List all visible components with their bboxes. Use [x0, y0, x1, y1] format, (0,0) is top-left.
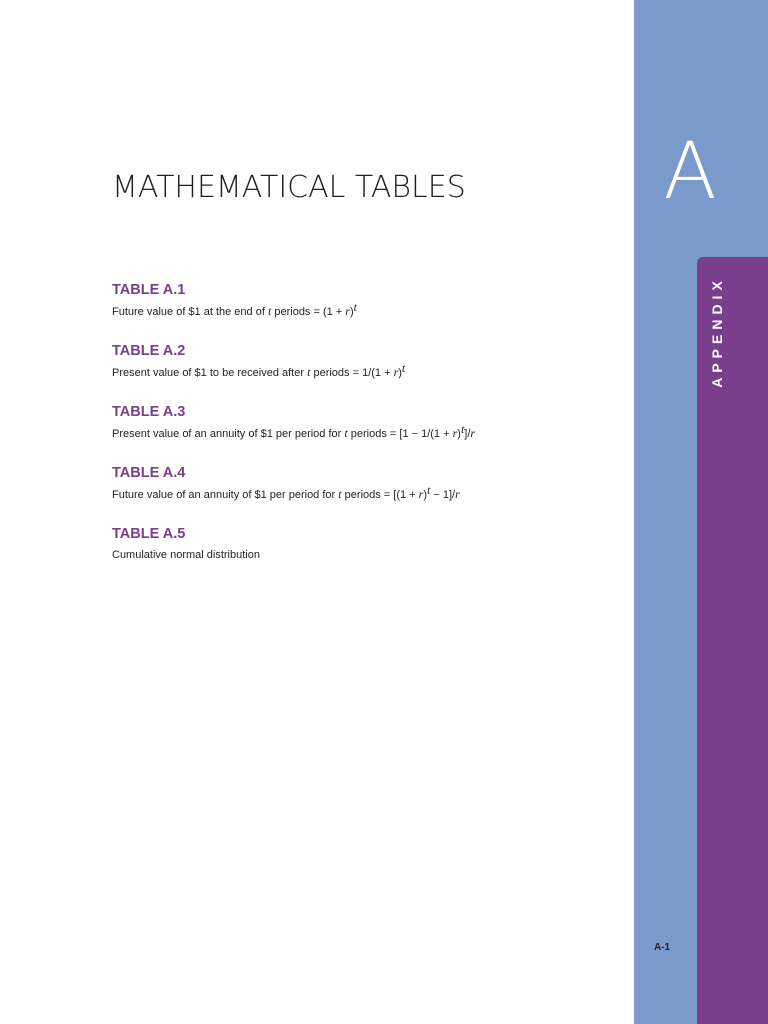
- desc-text: Cumulative normal distribution: [112, 549, 260, 561]
- table-entry-a3: [112, 403, 612, 464]
- page-number: A-1: [654, 942, 671, 953]
- desc-text: Present value of $1 to be received after: [112, 367, 308, 379]
- desc-text: Future value of an annuity of $1 per period for: [112, 489, 339, 501]
- exponent-t: t: [427, 483, 431, 497]
- var-r: r: [418, 487, 424, 501]
- page-title: MATHEMATICAL TABLES: [112, 170, 466, 205]
- exponent-t: t: [353, 300, 357, 314]
- table-heading: TABLE A.4: [112, 465, 186, 481]
- desc-text: periods = (1 +: [271, 306, 346, 318]
- var-r: r: [470, 426, 476, 440]
- table-heading: TABLE A.3: [112, 404, 186, 420]
- var-t: t: [338, 487, 342, 501]
- table-description: [112, 483, 612, 502]
- desc-text: ): [457, 428, 461, 440]
- var-t: t: [307, 365, 311, 379]
- table-entry-a4: [112, 464, 612, 525]
- var-r: r: [345, 304, 350, 318]
- desc-text: Present value of an annuity of $1 per period for: [112, 428, 345, 440]
- desc-text: periods = 1/(1 +: [310, 367, 394, 379]
- desc-text: ): [398, 367, 402, 379]
- var-r: r: [455, 487, 460, 501]
- table-description: [112, 361, 612, 380]
- exponent-t: t: [401, 361, 406, 375]
- table-entry-a2: [112, 342, 612, 403]
- table-description: [112, 548, 612, 562]
- var-r: r: [393, 365, 399, 379]
- desc-text: ): [349, 306, 354, 318]
- appendix-letter: A: [663, 127, 717, 217]
- table-entry-a1: [112, 281, 612, 342]
- desc-text: periods = [(1 +: [341, 489, 419, 501]
- table-heading: TABLE A.5: [112, 526, 186, 542]
- desc-text: Future value of $1 at the end of: [112, 306, 268, 318]
- var-t: t: [344, 426, 348, 440]
- var-t: t: [267, 304, 272, 318]
- exponent-t: t: [460, 422, 465, 436]
- table-description: [112, 300, 612, 319]
- appendix-label-container: [697, 262, 737, 402]
- desc-text: ]/: [464, 428, 471, 440]
- table-heading: TABLE A.1: [112, 282, 186, 298]
- desc-text: periods = [1 − 1/(1 +: [347, 428, 453, 440]
- table-description: [112, 422, 612, 441]
- desc-text: ): [423, 489, 427, 501]
- table-heading: TABLE A.2: [112, 343, 186, 359]
- desc-text: − 1]/: [430, 489, 456, 501]
- table-list: [112, 281, 612, 586]
- table-entry-a5: [112, 525, 612, 586]
- var-r: r: [452, 426, 458, 440]
- appendix-label: APPENDIX: [709, 276, 726, 388]
